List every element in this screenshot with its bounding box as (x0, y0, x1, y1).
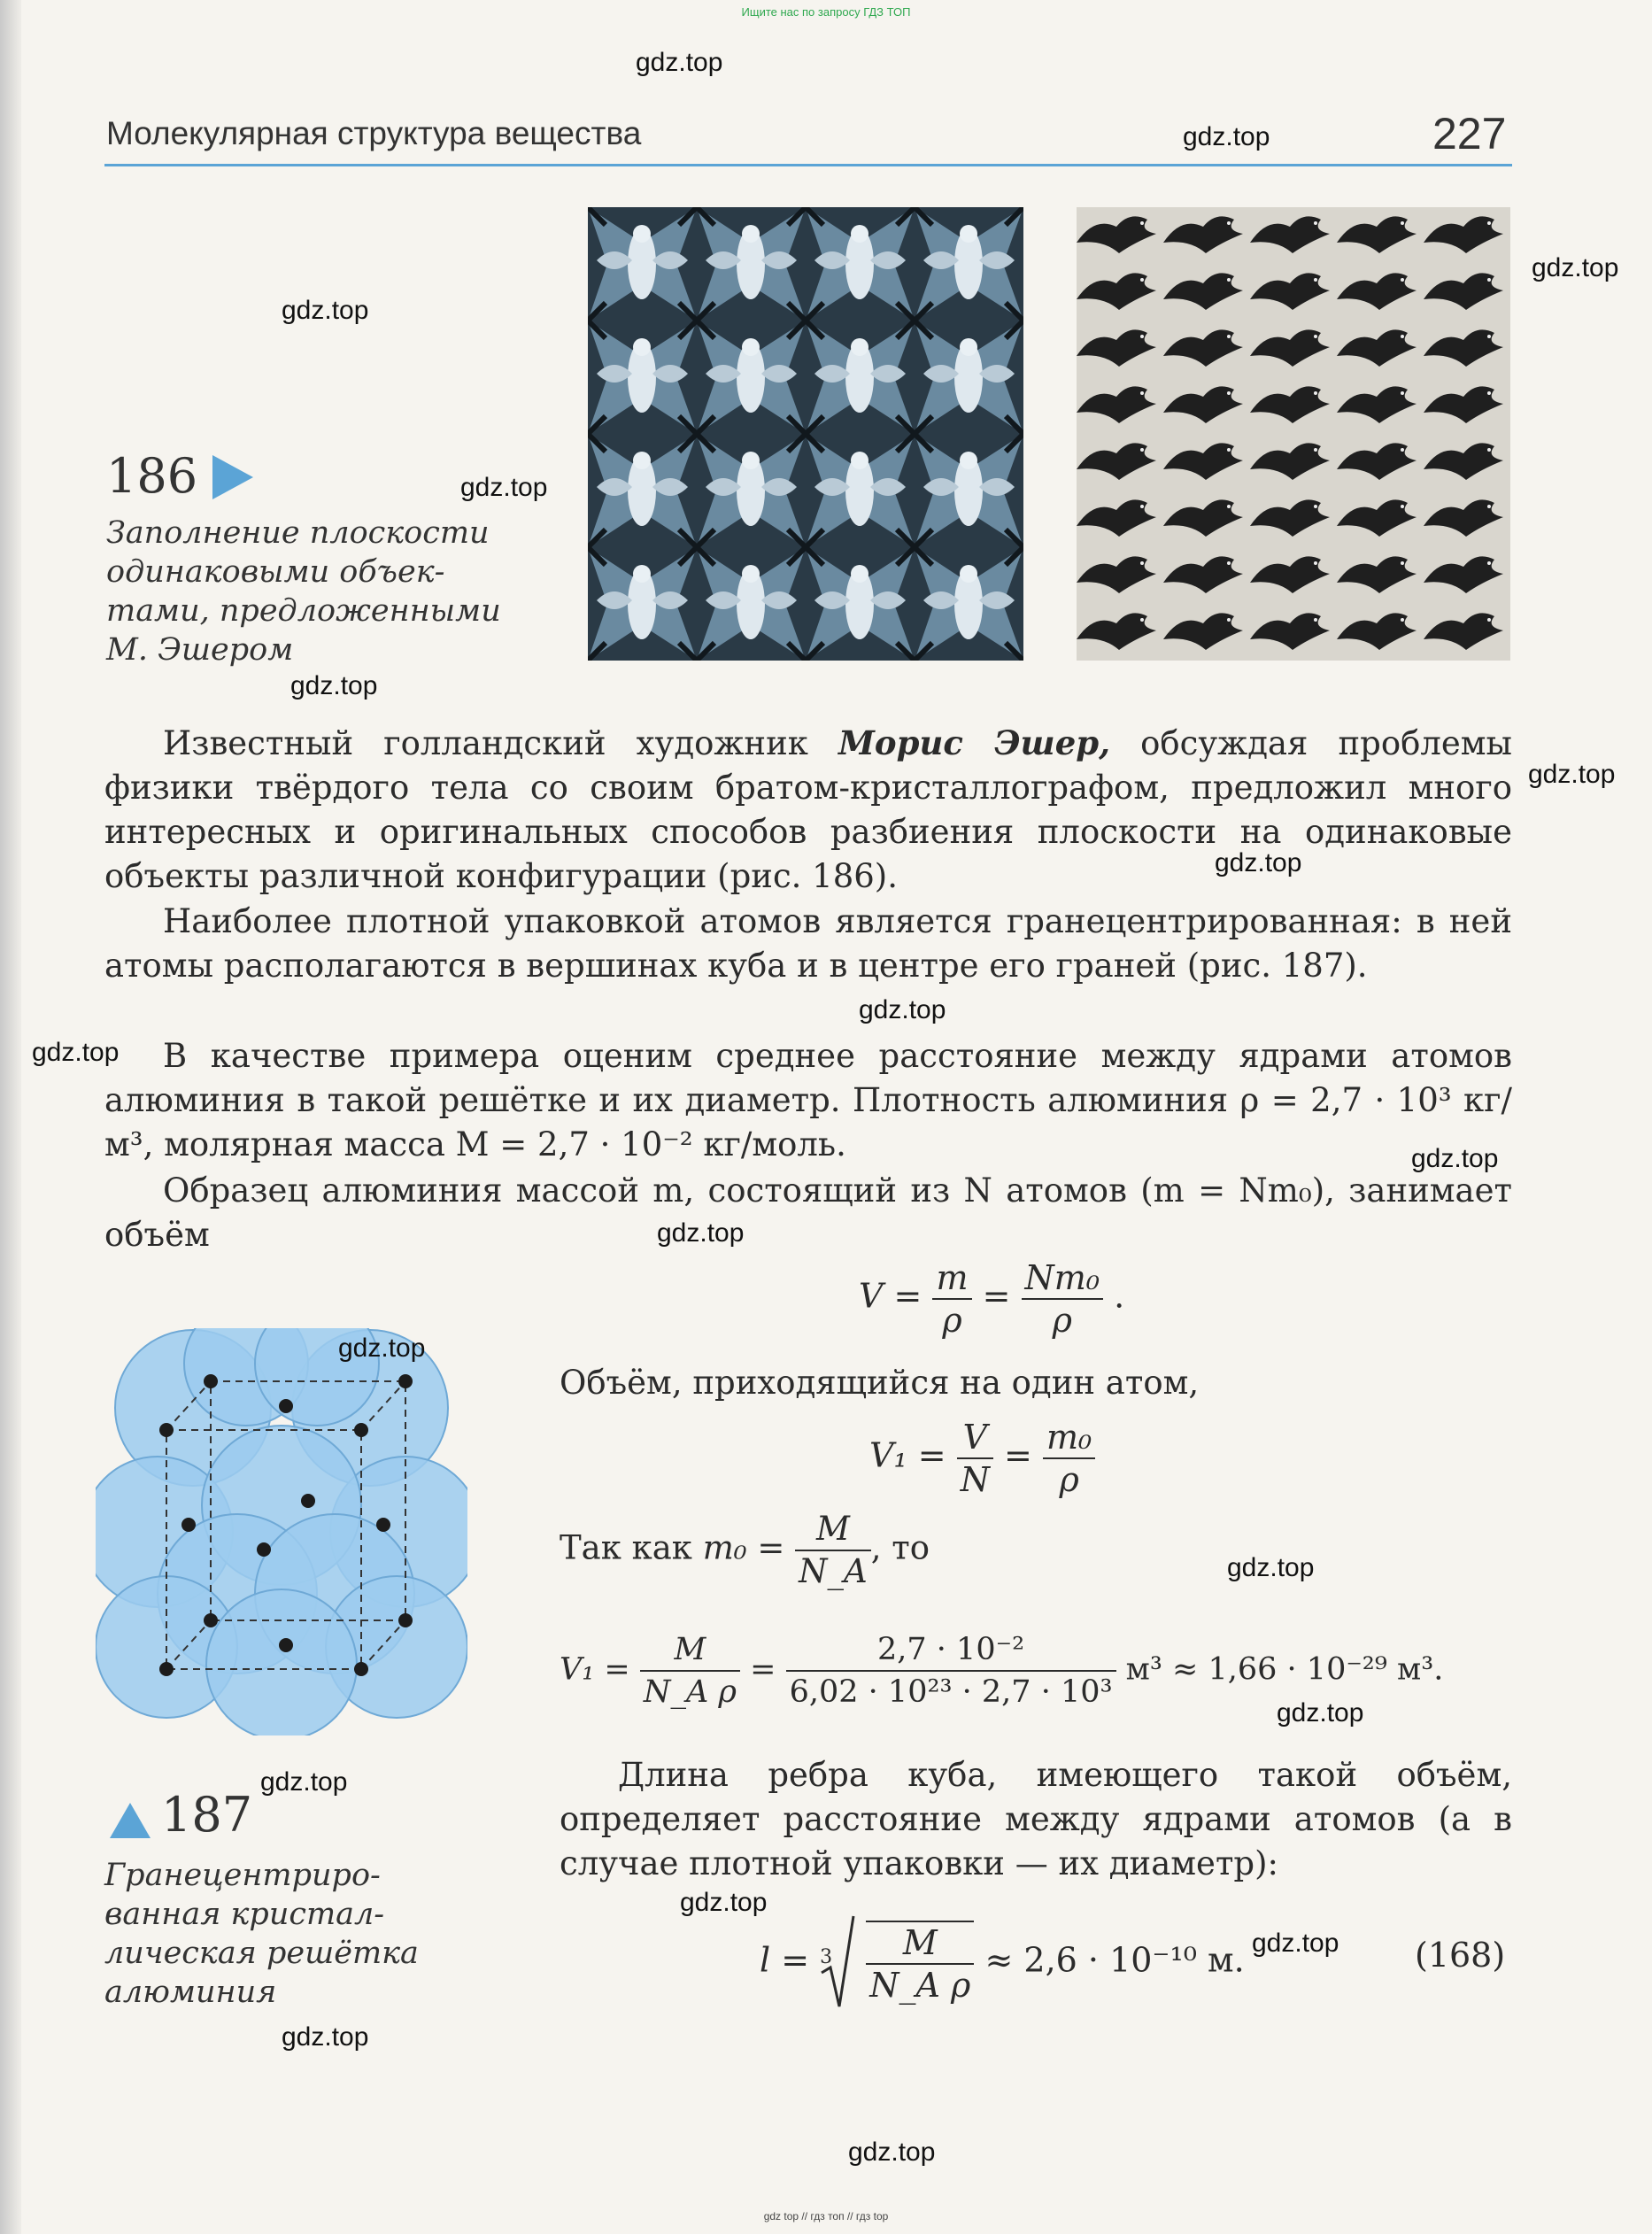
paragraph-escher-text-b: обсуждая проблемы физики твёрдого тела со своим братом-кристаллографом, предложил много интересных и оригинальных способов разбиения плоскости на одинаковые объекты различной конфигурации (рис. 186). (104, 724, 1513, 895)
escher-name: Морис Эшер, (838, 723, 1111, 762)
formula-numeric-lhs: V₁ = (560, 1651, 630, 1688)
watermark: gdz.top (848, 2137, 936, 2167)
watermark: gdz.top (460, 473, 548, 502)
formula-atom-mass (560, 1509, 930, 1592)
formula-numeric-result: м³ ≈ 1,66 · 10⁻²⁹ м³. (1125, 1651, 1444, 1688)
paragraph-sample (104, 1169, 1512, 1257)
paragraph-fcc-text: Наиболее плотной упаковкой атомов является гранецентрированная: в ней атомы располагаются в вершинах куба и в центре его граней (рис. 187). (104, 902, 1512, 985)
top-banner[interactable]: Ищите нас по запросу ГДЗ ТОП (741, 5, 911, 19)
page-edge-shadow (0, 0, 21, 2234)
watermark: gdz.top (1532, 253, 1619, 282)
formula-atom-mass-den: N_A (799, 1552, 868, 1590)
watermark: gdz.top (1528, 760, 1616, 789)
formula-numeric-frac1-den: N_A ρ (643, 1674, 737, 1710)
page-header-title: Молекулярная структура вещества (106, 115, 642, 151)
escher-birds-image (1077, 207, 1510, 661)
watermark: gdz.top (859, 995, 946, 1024)
watermark: gdz.top (657, 1218, 745, 1248)
figure-187-number: 187 (161, 1787, 253, 1843)
paragraph-estimate (104, 1034, 1512, 1167)
watermark: gdz.top (1411, 1144, 1499, 1173)
formula-volume-frac2-den: ρ (1052, 1301, 1072, 1340)
formula-volume-frac1-num: m (932, 1257, 971, 1300)
formula-volume-frac2-num: Nm₀ (1022, 1257, 1104, 1300)
formula-numeric-eq: = (750, 1651, 776, 1688)
formula-atom-volume-frac2-num: m₀ (1043, 1417, 1095, 1459)
watermark: gdz.top (1227, 1553, 1315, 1582)
watermark: gdz.top (282, 2022, 369, 2052)
figure-187-caption: Гранецентриро-ванная кристал-лическая решётка алюминия (104, 1858, 419, 2010)
watermark: gdz.top (1252, 1929, 1339, 1958)
equation-number: (168) (1415, 1936, 1506, 1975)
paragraph-cube-edge-text: Длина ребра куба, имеющего такой объём, определяет расстояние между ядрами атомов (а в случае плотной упаковки — их диаметр): (560, 1756, 1512, 1882)
formula-atom-volume-frac1-den: N (960, 1460, 990, 1499)
formula-volume-lhs: V = (859, 1276, 922, 1316)
formula-numeric-frac2-den: 6,02 · 10²³ · 2,7 · 10³ (789, 1674, 1113, 1710)
figure-186-arrow-icon (211, 453, 255, 501)
watermark: gdz.top (1183, 122, 1270, 151)
watermark: gdz.top (636, 48, 723, 77)
formula-atom-volume-eq: = (1004, 1435, 1032, 1475)
watermark: gdz.top (338, 1333, 426, 1363)
formula-volume-end: . (1114, 1276, 1125, 1316)
figure-186-caption: Заполнение плоскости одинаковыми объек-тами, предложенными М. Эшером (106, 515, 501, 668)
formula-cube-edge-lhs: l = (760, 1940, 810, 1980)
watermark: gdz.top (260, 1767, 348, 1797)
watermark: gdz.top (680, 1888, 768, 1917)
formula-atom-volume-frac2-den: ρ (1059, 1460, 1079, 1499)
figure-186-number: 186 (106, 448, 198, 504)
figure-187-arrow-icon (108, 1801, 152, 1840)
escher-angels-devils-image (588, 207, 1023, 661)
page-number: 227 (1432, 109, 1507, 158)
formula-cube-edge-num: M (866, 1922, 974, 1965)
formula-cube-edge-root-index: 3 (820, 1946, 833, 1968)
formula-volume-eq: = (982, 1276, 1011, 1316)
bottom-banner[interactable]: gdz top // гдз топ // гдз top (763, 2210, 889, 2222)
formula-atom-volume-frac1-num: V (957, 1417, 993, 1459)
watermark: gdz.top (32, 1038, 120, 1067)
fcc-lattice-illustration (96, 1328, 467, 1735)
watermark: gdz.top (1215, 848, 1302, 877)
formula-cube-edge (760, 1914, 1245, 2012)
formula-volume (859, 1257, 1124, 1341)
formula-atom-mass-num: M (795, 1509, 871, 1551)
formula-cube-edge-den: N_A ρ (869, 1966, 971, 2005)
header-rule (104, 164, 1512, 166)
formula-numeric-frac1-num: M (640, 1629, 740, 1672)
paragraph-cube-edge (560, 1753, 1512, 1886)
formula-cube-edge-result: ≈ 2,6 · 10⁻¹⁰ м. (984, 1940, 1245, 1980)
paragraph-one-atom: Объём, приходящийся на один атом, (560, 1364, 1200, 1402)
formula-atom-volume (869, 1417, 1095, 1500)
formula-volume-frac1-den: ρ (942, 1301, 962, 1340)
formula-atom-mass-prefix: Так как (560, 1528, 692, 1567)
formula-numeric-frac2-num: 2,7 · 10⁻² (786, 1629, 1116, 1672)
watermark: gdz.top (1277, 1698, 1364, 1728)
paragraph-escher-text-a: Известный голландский художник (163, 724, 838, 762)
watermark: gdz.top (290, 671, 378, 700)
formula-atom-volume-lhs: V₁ = (869, 1435, 946, 1475)
paragraph-sample-text: Образец алюминия массой m, состоящий из N атомов (m = Nm₀), занимает объём (104, 1171, 1512, 1254)
watermark: gdz.top (282, 296, 369, 325)
paragraph-fcc (104, 900, 1512, 988)
formula-atom-mass-lhs: m₀ = (702, 1528, 785, 1567)
formula-atom-mass-suffix: , то (870, 1528, 930, 1567)
paragraph-estimate-text: В качестве примера оценим среднее расстояние между ядрами атомов алюминия в такой решётке и их диаметр. Плотность алюминия ρ = 2,7 · 10³ кг/м³, молярная масса M = 2,7 · 10⁻² кг/моль. (104, 1037, 1512, 1163)
